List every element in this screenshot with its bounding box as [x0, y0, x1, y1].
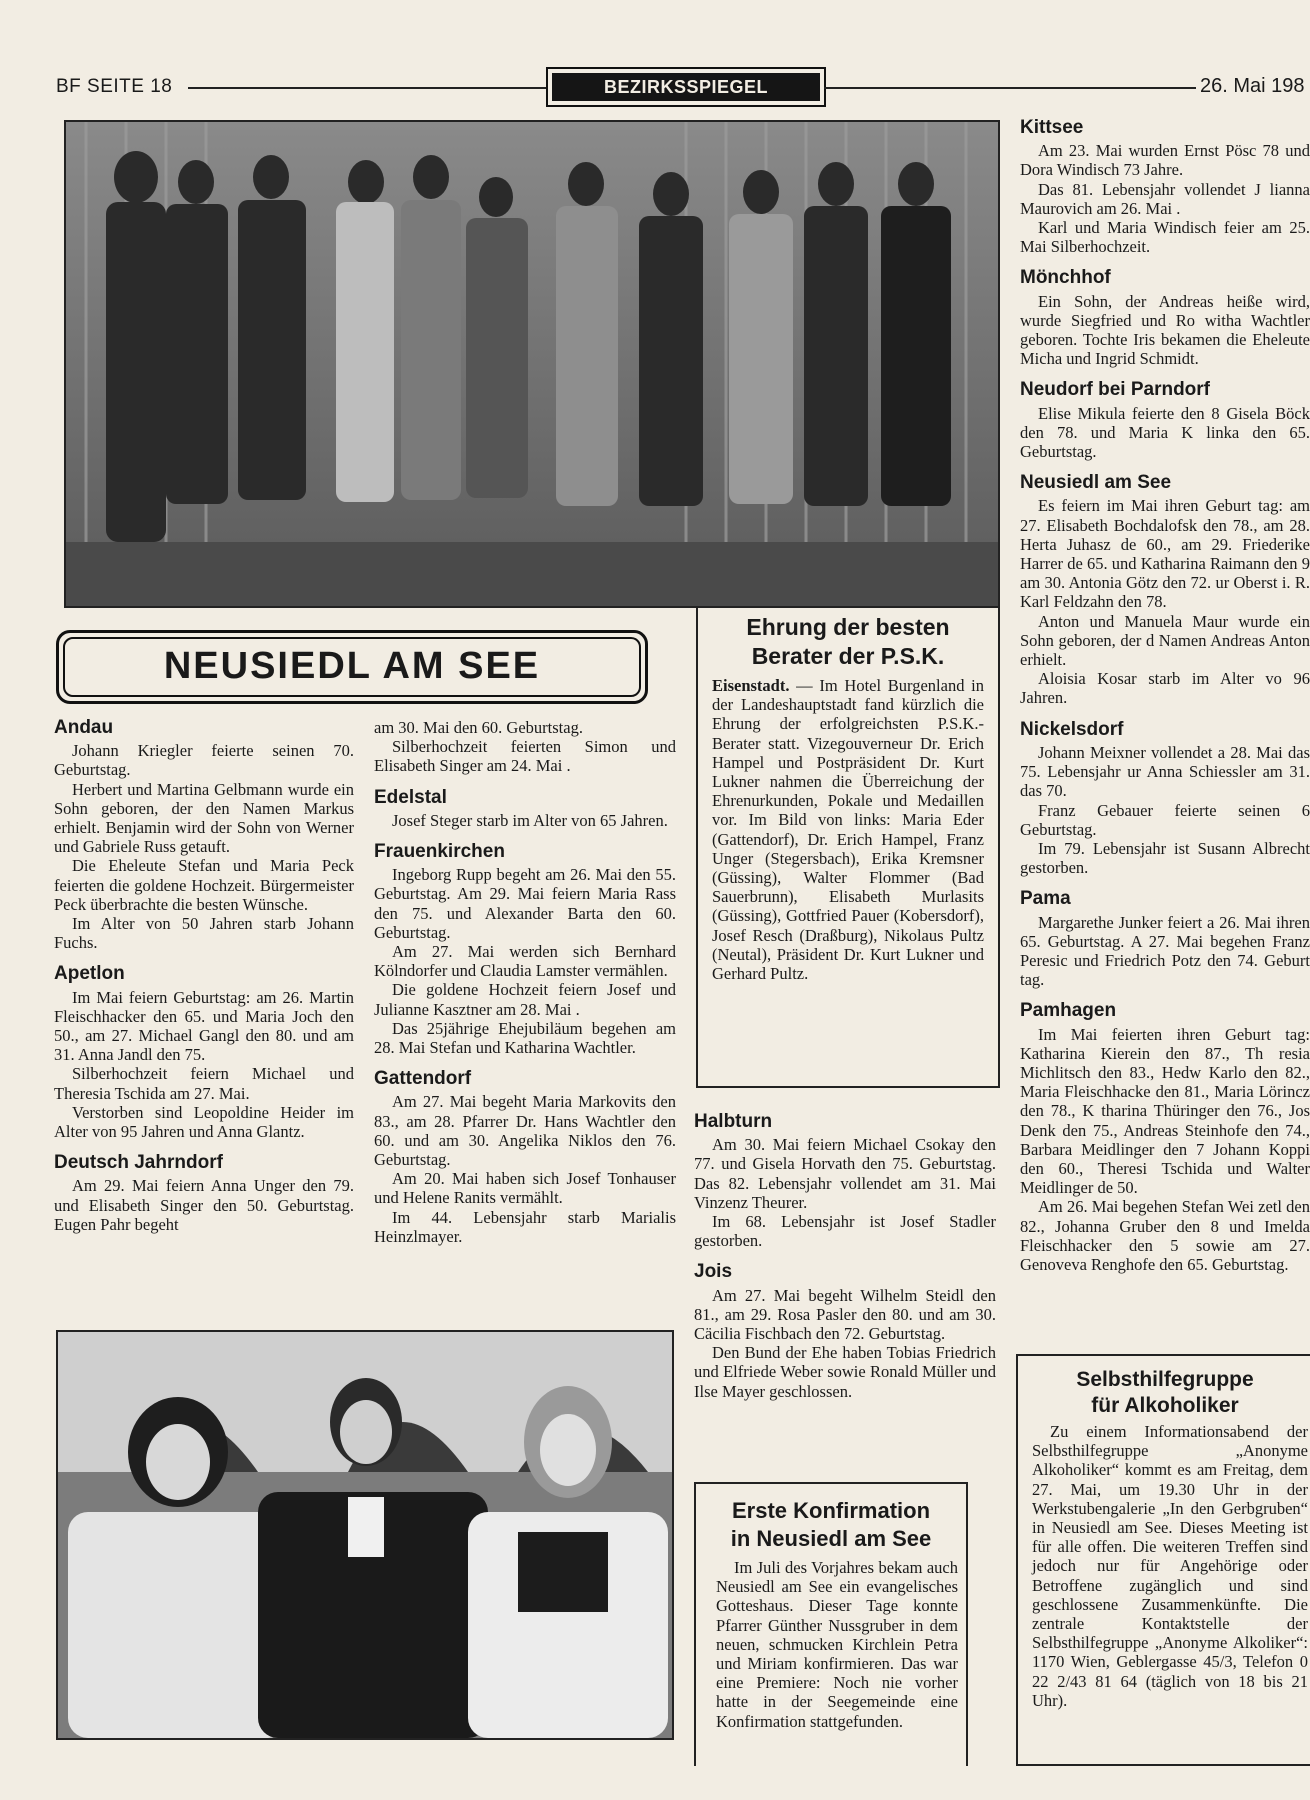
paragraph: Das 25jährige Ehejubiläum begehen am 28. Mai Stefan und Katharina Wachtler.: [374, 1018, 676, 1058]
self-help-title-line2: für Alkoholiker: [1091, 1394, 1239, 1417]
confirmation-article-box: [694, 1482, 968, 1766]
paragraph: Am 23. Mai wurden Ernst Pösc 78 und Dora Windisch 73 Jahre.: [1020, 141, 1310, 180]
heading-halbturn: Halbturn: [694, 1111, 773, 1132]
confirmation-body: Im Juli des Vorjahres bekam auch Neusiedl am See ein evangelisches Gotteshaus. Dieser Tage konnte Pfarrer Günther Nussgruber in dem neuen, schmucken Kirchlein Petra und Miriam konfirmieren. Das war eine Premiere: Noch nie vorher hatte in der Seegemeinde eine Konfirmation stattgefunden.: [716, 1558, 958, 1731]
photo-confirmation-image: [58, 1332, 672, 1738]
psk-article-box: [696, 606, 1000, 1088]
heading-deutsch-jahrndorf: Deutsch Jahrndorf: [54, 1152, 223, 1174]
paragraph: Im Mai feierten ihren Geburt tag: Katharina Kierein den 87., Th resia Michlitsch den 83., Hedw Karlo den 82., Maria Fleischhacke den 81., Maria Lörincz den 78., K tharina Thüringer den 76., Jos Denk den 75., Andreas Steinhofe den 74., Barbara Meidlinger den 7 Johann Koppi den 60., Theresi Tschida und Walter Meidlinger de 50.: [1020, 1024, 1310, 1198]
paragraph: Im Alter von 50 Jahren starb Johann Fuchs.: [54, 914, 354, 953]
section-banner-title: NEUSIEDL AM SEE: [163, 645, 541, 687]
psk-dateline: Eisenstadt.: [712, 676, 790, 695]
paragraph: Die goldene Hochzeit feiern Josef und Julianne Kasztner am 28. Mai .: [374, 980, 676, 1019]
paragraph: Den Bund der Ehe haben Tobias Friedrich und Elfriede Weber sowie Ronald Müller und Ilse Mayer geschlossen.: [694, 1343, 996, 1401]
paragraph: Josef Steger starb im Alter von 65 Jahren.: [392, 810, 668, 830]
paragraph: Am 30. Mai feiern Michael Csokay den 77. und Gisela Horvath den 75. Geburtstag. Das 82. Lebensjahr vollendet am 31. Mai Vinzenz Theurer.: [694, 1135, 996, 1212]
heading-pama: Pama: [1020, 888, 1071, 910]
page-header: [0, 0, 1310, 110]
paragraph: Herbert und Martina Gelbmann wurde ein Sohn geboren, der den Namen Markus erhielt. Benjamin wird der Sohn von Werner und Gabriele Russ getauft.: [54, 779, 354, 857]
paragraph: Anton und Manuela Maur wurde ein Sohn geboren, der d Namen Andreas Anton erhielt.: [1020, 611, 1310, 670]
heading-nickelsdorf: Nickelsdorf: [1020, 718, 1124, 740]
paragraph: Am 27. Mai begeht Wilhelm Steidl den 81., am 29. Rosa Pasler den 80. und am 30. Cäcilia Fischbach den 72. Geburtstag.: [694, 1285, 996, 1344]
self-help-article-box: [1016, 1354, 1310, 1766]
heading-jois: Jois: [694, 1261, 733, 1283]
paragraph: Aloisia Kosar starb im Alter vo 96 Jahren.: [1020, 669, 1310, 708]
paragraph: Das 81. Lebensjahr vollendet J lianna Maurovich am 26. Mai .: [1020, 179, 1310, 218]
header-rule-left: [188, 87, 546, 89]
paragraph: Elise Mikula feierte den 8 Gisela Böck den 78. und Maria K linka den 65. Geburtstag.: [1020, 403, 1310, 462]
column-2: [374, 718, 676, 1246]
paragraph: Am 27. Mai werden sich Bernhard Kölndorfer und Claudia Lamster vermählen.: [374, 942, 676, 981]
column-1: [54, 718, 354, 1234]
psk-body-text: — Im Hotel Burgenland in der Landeshauptstadt fand kürzlich die Ehrung der erfolgreichsten P.S.K.-Berater statt. Vizegouverneur Dr. Erich Hampel und Postpräsident Dr. Kurt Lukner nahmen die Überreichung der Ehrenurkunden, Pokale und Medaillen vor. Im Bild von links: Maria Eder (Gattendorf), Dr. Erich Hampel, Franz Unger (Stegersbach), Erika Kremsner (Güssing), Walter Flommer (Bad Sauerbrunn), Elisabeth Murlasits (Güssing), Gottfried Pauer (Kobersdorf), Josef Resch (Draßburg), Nikolaus Pultz (Neutal), Präsident Dr. Kurt Lukner und Gerhard Pultz.: [712, 676, 984, 984]
confirmation-title-line2: in Neusiedl am See: [730, 1526, 932, 1551]
paragraph: Im 68. Lebensjahr ist Josef Stadler gestorben.: [694, 1212, 996, 1251]
heading-kittsee: Kittsee: [1020, 117, 1084, 138]
heading-pamhagen: Pamhagen: [1020, 1000, 1117, 1022]
paragraph: Franz Gebauer feierte seinen 6 Geburtstag.: [1020, 800, 1310, 839]
heading-gattendorf: Gattendorf: [374, 1068, 472, 1090]
photo-confirmation: [56, 1330, 674, 1740]
psk-title-line2: Berater der P.S.K.: [751, 643, 945, 669]
heading-neusiedl: Neusiedl am See: [1020, 472, 1172, 494]
section-label: BEZIRKSSPIEGEL: [552, 73, 820, 101]
paragraph: Silberhochzeit feierten Simon und Elisabeth Singer am 24. Mai .: [374, 737, 676, 776]
paragraph: am 30. Mai den 60. Geburtstag.: [374, 718, 583, 737]
psk-title-line1: Ehrung der besten: [746, 614, 950, 640]
paragraph: Im 44. Lebensjahr starb Marialis Heinzlmayer.: [374, 1207, 676, 1246]
heading-edelstal: Edelstal: [374, 786, 447, 808]
self-help-title-line1: Selbsthilfegruppe: [1076, 1368, 1254, 1391]
paragraph: Am 29. Mai feiern Anna Unger den 79. und Elisabeth Singer den 50. Geburtstag. Eugen Pahr begeht: [54, 1176, 354, 1234]
header-rule-right: [824, 87, 1196, 89]
column-3: [694, 1112, 996, 1401]
heading-frauenkirchen: Frauenkirchen: [374, 841, 505, 863]
paragraph: Am 26. Mai begehen Stefan Wei zetl den 82., Johanna Gruber den 8 und Imelda Fleischhacker den 5 sowie am 27. Genoveva Renghofe den 65. Geburtstag.: [1020, 1197, 1310, 1274]
paragraph: Margarethe Junker feiert a 26. Mai ihren 65. Geburtstag. A 27. Mai begehen Franz Peresic und Friedrich Potz den 74. Geburt tag.: [1020, 912, 1310, 990]
paragraph: Verstorben sind Leopoldine Heider im Alter von 95 Jahren und Anna Glantz.: [54, 1102, 354, 1142]
section-banner-box: [56, 630, 648, 704]
psk-body: [698, 670, 998, 983]
heading-apetlon: Apetlon: [54, 963, 125, 985]
confirmation-title-line1: Erste Konfirmation: [731, 1498, 931, 1523]
paragraph: Am 27. Mai begeht Maria Markovits den 83., am 28. Pfarrer Dr. Hans Wachtler den 60. und am 30. Angelika Niklos den 76. Geburtstag.: [374, 1092, 676, 1170]
paragraph: Im Mai feiern Geburtstag: am 26. Martin Fleischhacker den 65. und Maria Joch den 50., am 27. Michael Gangl den 80. und am 31. Anna Jandl den 75.: [54, 987, 354, 1065]
paragraph: Silberhochzeit feiern Michael und Theresia Tschida am 27. Mai.: [54, 1064, 354, 1103]
heading-moenchhof: Mönchhof: [1020, 267, 1111, 289]
heading-andau: Andau: [54, 717, 114, 738]
heading-neudorf: Neudorf bei Parndorf: [1020, 379, 1211, 401]
paragraph: Ein Sohn, der Andreas heiße wird, wurde Siegfried und Ro witha Wachtler geboren. Tochte Iris bekamen die Eheleute Micha und Ingrid Schmidt.: [1020, 291, 1310, 369]
photo-psk-award-group-image: [66, 122, 998, 606]
paragraph: Ingeborg Rupp begeht am 26. Mai den 55. Geburtstag. Am 29. Mai feiern Maria Rass den 75. und Alexander Barta den 60. Geburtstag.: [374, 865, 676, 942]
paragraph: Im 79. Lebensjahr ist Susann Albrecht gestorben.: [1020, 838, 1310, 878]
page-date: 26. Mai 198: [1200, 75, 1305, 97]
column-4: [1020, 118, 1310, 1274]
paragraph: Die Eheleute Stefan und Maria Peck feierten die goldene Hochzeit. Bürgermeister Peck überbrachte die besten Wünsche.: [54, 856, 354, 914]
paragraph: Am 20. Mai haben sich Josef Tonhauser und Helene Ranits vermählt.: [374, 1169, 676, 1208]
photo-psk-award-group: [64, 120, 1000, 608]
paragraph: Es feiern im Mai ihren Geburt tag: am 27. Elisabeth Bochdalofsk den 78., am 28. Herta Juhasz de 60., am 29. Friederike Harrer de 65. und Katharina Raimann den 9 am 30. Antonia Götz den 72. ur Oberst i. R. Karl Feldzahn den 78.: [1020, 496, 1310, 612]
page-number: BF SEITE 18: [56, 76, 173, 97]
section-label-box: [546, 67, 826, 107]
paragraph: Karl und Maria Windisch feier am 25. Mai Silberhochzeit.: [1020, 218, 1310, 257]
paragraph: Johann Kriegler feierte seinen 70. Geburtstag.: [54, 741, 354, 780]
paragraph: Johann Meixner vollendet a 28. Mai das 75. Lebensjahr ur Anna Schiessler am 31. das 70.: [1020, 742, 1310, 801]
self-help-body: Zu einem Informationsabend der Selbsthilfegruppe „Anonyme Alkoholiker“ kommt es am Freitag, dem 27. Mai, um 19.30 Uhr in der Werkstubengalerie „In den Gerbgruben“ in Neusiedl am See. Dieses Meeting ist für alle offen. Die weiteren Treffen sind jedoch nur für Angehörige oder Betroffene zugänglich und sind geschlossene Zusammenkünfte. Die zentrale Kontaktstelle der Selbsthilfegruppe „Anonyme Alkoliker“: 1170 Wien, Geblergasse 45/3, Telefon 0 22 2/43 81 64 (täglich von 18 bis 21 Uhr).: [1032, 1422, 1308, 1710]
